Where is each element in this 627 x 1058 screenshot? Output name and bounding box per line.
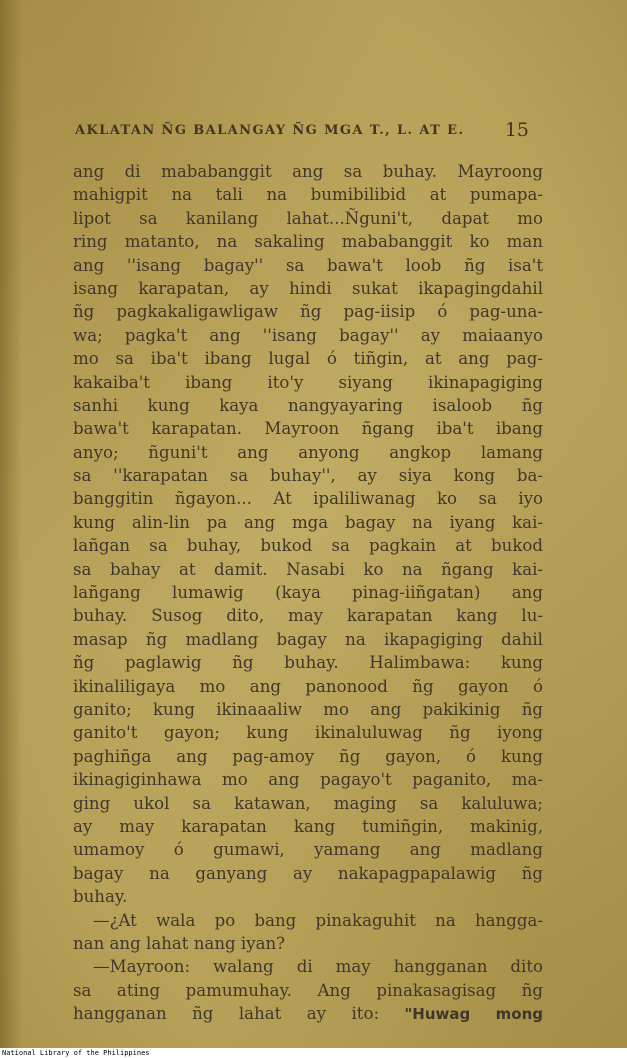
text-line: kakaiba't ibang ito'y siyang ikinapagiging — [73, 372, 543, 392]
text-line: umamoy ó gumawi, yamang ang madlang — [73, 840, 543, 860]
body-text — [73, 160, 543, 1025]
text-line: ang di mababanggit ang sa buhay. Mayroong — [73, 162, 543, 181]
text-line: ganito't gayon; kung ikinaluluwag ñg iyong — [73, 723, 543, 743]
text-line: ikinaliligaya mo ang panonood ñg gayon ó — [73, 676, 543, 696]
text-line: lañgang lumawig (kaya pinag-iiñgatan) ang — [73, 583, 543, 603]
page-number: 15 — [504, 119, 529, 141]
text-line: ay may karapatan kang tumiñgin, makinig, — [73, 816, 543, 836]
text-line: buhay. Susog dito, may karapatan kang lu- — [73, 606, 543, 626]
text-line: bagay na ganyang ay nakapagpapalawig ñg — [73, 863, 543, 883]
text-line: mahigpit na tali na bumibilibid at pumapa- — [73, 185, 543, 205]
text-line: isang karapatan, ay hindi sukat ikapagingdahil — [73, 278, 543, 298]
text-line: ang ''isang bagay'' sa bawa't loob ñg isa't — [73, 255, 543, 275]
text-line: ganito; kung ikinaaaliw mo ang pakikinig ñg — [73, 699, 543, 719]
text-line: anyo; ñguni't ang anyong angkop lamang — [73, 442, 543, 462]
text-line: lañgan sa buhay, bukod sa pagkain at bukod — [73, 536, 543, 556]
text-line: masap ñg madlang bagay na ikapagiging dahil — [73, 629, 543, 649]
text-line: kung alin-lin pa ang mga bagay na iyang kai- — [73, 512, 543, 532]
final-line-text: hangganan ñg lahat ay ito: — [73, 1004, 380, 1024]
text-line: ñg paglawig ñg buhay. Halimbawa: kung — [73, 653, 543, 673]
text-line: sa ''karapatan sa buhay'', ay siya kong ba- — [73, 466, 543, 486]
page-header — [75, 121, 545, 143]
final-line — [73, 1002, 543, 1025]
text-line: ging ukol sa katawan, maging sa kaluluwa; — [73, 793, 543, 813]
paragraph-end-line: buhay. — [73, 887, 128, 907]
answer-line: —Mayroon: walang di may hangganan dito — [93, 957, 543, 977]
text-line: lipot sa kanilang lahat...Ñguni't, dapat mo — [73, 208, 543, 228]
text-line: ikinagiginhawa mo ang pagayo't paganito, ma- — [73, 770, 543, 790]
question-line: —¿At wala po bang pinakaguhit na hangga- — [93, 910, 543, 930]
final-line-bold-text: "Huwag mong — [404, 1005, 543, 1024]
text-line: sa bahay at damit. Nasabi ko na ñgang kai- — [73, 559, 543, 579]
running-title: AKLATAN ÑG BALANGAY ÑG MGA T., L. AT E. — [75, 123, 465, 138]
library-credit: National Library of the Philippines — [2, 1049, 150, 1057]
text-line: ring matanto, na sakaling mababanggit ko man — [73, 232, 543, 252]
question-end-line: nan ang lahat nang iyan? — [73, 933, 286, 953]
text-line: bawa't karapatan. Mayroon ñgang iba't ibang — [73, 419, 543, 439]
text-line: ñg pagkakaligawligaw ñg pag-iisip ó pag-una- — [73, 302, 543, 322]
footer-bar — [0, 1048, 627, 1058]
text-line: paghiñga ang pag-amoy ñg gayon, ó kung — [73, 746, 543, 766]
text-line: mo sa iba't ibang lugal ó tiñgin, at ang pag- — [73, 349, 543, 369]
text-line: wa; pagka't ang ''isang bagay'' ay maiaanyo — [73, 325, 543, 345]
text-line: sanhi kung kaya nangyayaring isaloob ñg — [73, 395, 543, 415]
answer-line: sa ating pamumuhay. Ang pinakasagisag ñg — [73, 980, 543, 1000]
text-line: banggitin ñgayon... At ipaliliwanag ko sa iyo — [73, 489, 543, 509]
